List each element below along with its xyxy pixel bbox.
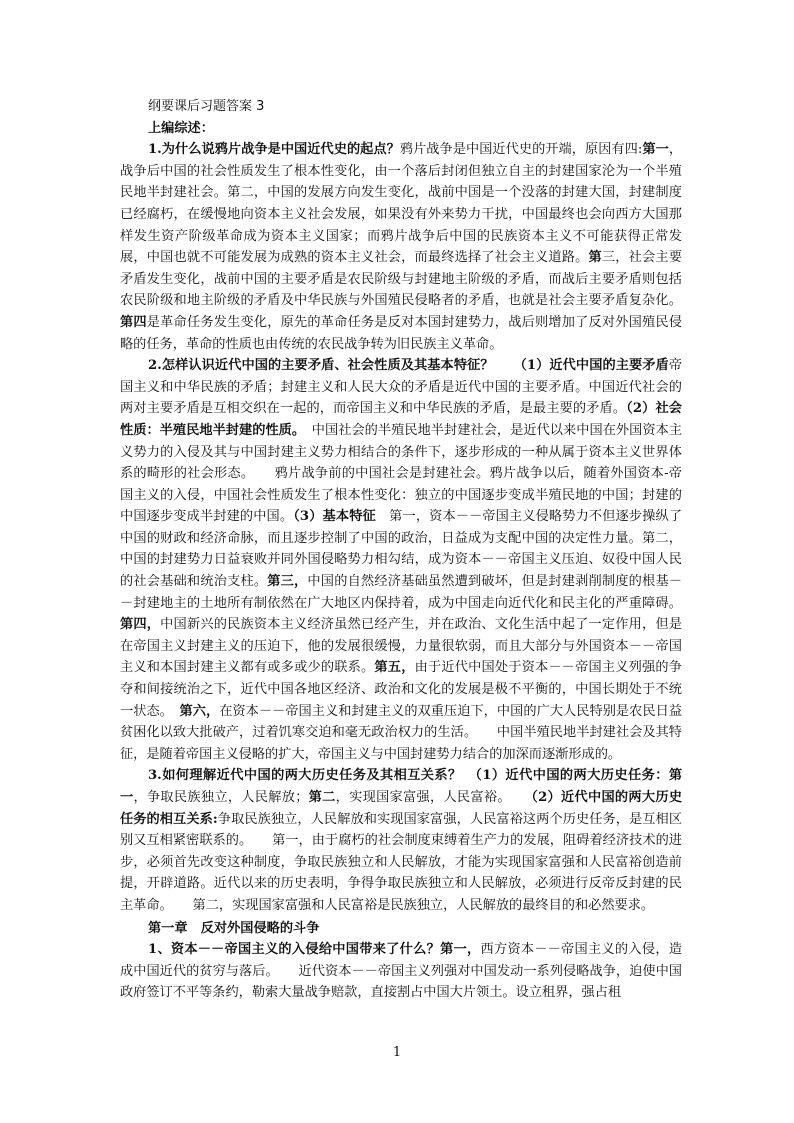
q2-keyword-4: 第三， xyxy=(267,574,308,590)
section-heading: 上编综述： xyxy=(148,120,214,136)
q2-keyword-3: （3）基本特征 xyxy=(293,509,376,525)
q2-text-4: 中国的自然经济基础虽然遭到破坏，但是封建剥削制度的根基－－封建地主的土地所有制依然在广大地区内保持着，成为中国走向近代化和民主化的严重障碍。 xyxy=(120,574,683,611)
q1-text-1: 鸦片战争是中国近代史的开端，原因有四: xyxy=(399,142,643,158)
q3-keyword-2: 第二 xyxy=(308,790,336,805)
question-3-heading: 3.如何理解近代中国的两大历史任务及其相互关系？ xyxy=(148,768,462,784)
question-2-paragraph xyxy=(120,355,682,765)
ch1-keyword-1: 第一， xyxy=(440,942,481,958)
q2-keyword-5: 第四， xyxy=(120,617,161,633)
q3-keyword-1: （1）近代中国的两大历史任务：第一 xyxy=(120,768,683,805)
q1-text-4: 是革命任务发生变化，原先的革命任务是反对本国封建势力，战后则增加了反对外国殖民侵略的任务，革命的性质也由传统的农民战争转为旧民族主义革命。 xyxy=(120,314,683,352)
q1-text-2: ，战争后中国的社会性质发生了根本性变化，由一个落后封闭但独立自主的封建国家沦为一个半殖民地半封建社会。第二，中国的发展方向发生变化，战前中国是一个没落的封建大国，封建制度已经腐朽，在缓慢地向资本主义社会发展，如果没有外来势力干扰，中国最终也会向西方大国那样发生资产阶级革命成为资本主义国家；而鸦片战争后中国的民族资本主义不可能获得正常发展，中国也就不可能发展为成熟的资本主义社会，而最终选择了社会主义道路。 xyxy=(120,142,683,266)
q2-keyword-1: （1）近代中国的主要矛盾 xyxy=(520,358,669,374)
q2-text-7: 在资本－－帝国主义和封建主义的双重压迫下，中国的广大人民特别是农民日益贫困化以致大批破产，过着饥寒交迫和毫无政治权力的生活。 中国半殖民地半封建社会及其特征，是随着帝国主义侵略的扩大，帝国主义与中国封建势力结合的加深而逐渐形成的。 xyxy=(120,703,683,762)
chapter-1-question-1-paragraph xyxy=(120,939,682,1004)
q2-keyword-7: 第六， xyxy=(166,703,220,719)
q1-keyword-2: 第 xyxy=(588,250,602,266)
q2-text-3: 第一，资本－－帝国主义侵略势力不但逐步操纵了中国的财政和经济命脉，而且逐步控制了中国的政治，日益成为支配中国的决定性力量。第二，中国的封建势力日益衰败并同外国侵略势力相勾结，成为资本－－帝国主义压迫、奴役中国人民的社会基础和统治支柱。 xyxy=(120,509,683,590)
ch1-text-1: 西方资本－－帝国主义的入侵，造成中国近代的贫穷与落后。 近代资本－－帝国主义列强对中国发动一系列侵略战争，迫使中国政府签订不平等条约，勒索大量战争赔款，直接割占中国大片领土。设立租界，强占租 xyxy=(120,942,683,1001)
q3-text-2: ，实现国家富强，人民富裕。 xyxy=(335,790,532,805)
chapter-1-question-1-heading: 1、资本－－帝国主义的入侵给中国带来了什么？ xyxy=(148,942,441,958)
question-2-heading: 2.怎样认识近代中国的主要矛盾、社会性质及其基本特征？ xyxy=(148,358,494,374)
q2-keyword-6: 第五， xyxy=(374,660,415,676)
q1-keyword-1: 第一 xyxy=(642,142,669,158)
q1-keyword-3: 第四 xyxy=(120,314,147,330)
q3-keyword-3: （2）近代中国的两大历史任务的相互关系: xyxy=(120,790,683,827)
q2-keyword-2: （2）社会性质：半殖民地半封建的性质。 xyxy=(120,401,682,438)
question-1-paragraph xyxy=(120,139,682,355)
chapter-1-title: 第一章 反对外国侵略的斗争 xyxy=(148,920,320,936)
document-body xyxy=(120,96,682,1004)
q3-text-3: 争取民族独立，人民解放和实现国家富强，人民富裕这两个历史任务，是互相区别又互相紧密联系的。 第一，由于腐朽的社会制度束缚着生产力的发展，阻碍着经济技术的进步，必须首先改变这种制度，争取民族独立和人民解放，才能为实现国家富强和人民富裕创造前提，开辟道路。近代以来的历史表明，争得争取民族独立和人民解放，必须进行反帝反封建的民主革命。 第二，实现国家富强和人民富裕是民族独立，人民解放的最终目的和必然要求。 xyxy=(120,811,683,913)
q2-text-5: 中国新兴的民族资本主义经济虽然已经产生，并在政治、文化生活中起了一定作用，但是在帝国主义封建主义的压迫下，他的发展很缓慢，力量很软弱，而且大部分与外国资本－－帝国主义和本国封建主义都有或多或少的联系。 xyxy=(120,617,683,676)
q2-text-2: 中国社会的半殖民地半封建社会，是近代以来中国在外国资本主义势力的入侵及其与中国封建主义势力相结合的条件下，逐步形成的一种从属于资本主义世界体系的畸形的社会形态。 鸦片战争前的中国社会是封建社会。鸦片战争以后，随着外国资本-帝国主义的入侵，中国社会性质发生了根本性变化：独立的中国逐步变成半殖民地的中国；封建的中国逐步变成半封建的中国。 xyxy=(120,422,683,525)
question-1-heading: 1.为什么说鸦片战争是中国近代史的起点？ xyxy=(148,142,400,158)
q2-text-6: 由于近代中国处于资本－－帝国主义列强的争夺和间接统治之下，近代中国各地区经济、政治和文化的发展是极不平衡的，中国长期处于不统一状态。 xyxy=(120,660,682,719)
question-3-paragraph xyxy=(120,765,682,916)
q3-text-1: ，争取民族独立，人民解放； xyxy=(133,790,309,805)
q2-text-1: 帝国主义和中华民族的矛盾；封建主义和人民大众的矛盾是近代中国的主要矛盾。中国近代社会的两对主要矛盾是互相交织在一起的，而帝国主义和中华民族的矛盾，是最主要的矛盾。 xyxy=(120,358,683,417)
q1-text-3: 三，社会主要矛盾发生变化，战前中国的主要矛盾是农民阶级与封建地主阶级的矛盾，而战后主要矛盾则包括农民阶级和地主阶级的矛盾及中华民族与外国殖民侵略者的矛盾，也就是社会主要矛盾复杂化。 xyxy=(120,250,683,309)
document-title: 纲要课后习题答案 3 xyxy=(148,99,265,114)
page-number: 1 xyxy=(392,1045,402,1060)
